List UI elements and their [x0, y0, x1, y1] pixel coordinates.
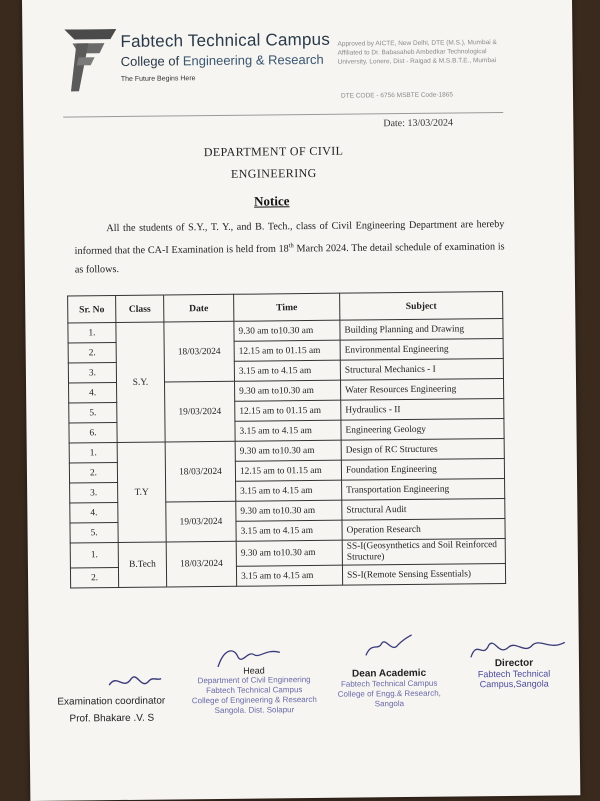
subject-cell: Structural Audit [342, 498, 505, 520]
college-subtitle-accent: Engineering & Research [182, 51, 324, 69]
class-cell: S.Y. [116, 322, 165, 442]
subject-cell: Environmental Engineering [340, 338, 503, 360]
paragraph-superscript: th [288, 242, 294, 250]
time-cell: 3.15 am to 4.15 am [236, 480, 342, 501]
time-cell: 9.30 am to10.30 am [234, 320, 340, 341]
subject-cell: Transportation Engineering [342, 478, 505, 500]
paragraph-text-1: All the students of S.Y., T. Y., and B. Tech., class of Civil Engineering Department are hereby informed that the CA-I Examination is held from 18 [74, 218, 505, 257]
department-line-1: DEPARTMENT OF CIVIL [203, 143, 344, 160]
notice-title: Notice [254, 193, 290, 209]
date-cell: 19/03/2024 [165, 381, 236, 442]
dean-signature-icon [364, 631, 414, 662]
notice-paragraph [74, 215, 505, 280]
date-cell: 18/03/2024 [166, 541, 236, 587]
header-date: Date [164, 294, 234, 322]
subject-cell: Hydraulics - II [341, 398, 504, 420]
header-class: Class [116, 295, 164, 323]
exam-schedule-table [67, 291, 506, 589]
institute-codes: DTE CODE - 6756 MSBTE Code-1865 [340, 91, 454, 100]
sr-cell: 1. [70, 543, 118, 569]
time-cell: 9.30 am to10.30 am [235, 380, 341, 401]
time-cell: 9.30 am to10.30 am [235, 440, 341, 461]
college-subtitle-prefix: College of [120, 53, 183, 69]
sr-cell: 2. [68, 343, 116, 364]
class-cell: T.Y [117, 442, 166, 542]
time-cell: 9.30 am to10.30 am [236, 540, 342, 566]
notice-document [22, 0, 580, 801]
tagline: The Future Begins Here [120, 75, 196, 83]
director-signature-block [449, 657, 579, 689]
coordinator-name: Prof. Bhakare .V. S [69, 712, 155, 725]
date-cell: 18/03/2024 [165, 441, 236, 502]
time-cell: 3.15 am to 4.15 am [236, 565, 342, 586]
subject-cell: Engineering Geology [341, 418, 504, 440]
class-cell: B.Tech [118, 542, 166, 588]
subject-cell: Foundation Engineering [341, 458, 504, 480]
fabtech-logo-icon [64, 29, 117, 92]
notice-date: Date: 13/03/2024 [383, 117, 454, 130]
department-line-2: ENGINEERING [230, 165, 317, 181]
hod-stamp-line-3: College of Engineering & Research [191, 694, 317, 706]
dean-signature-block [329, 668, 449, 710]
director-title: Director [494, 657, 534, 670]
sr-cell: 5. [69, 403, 117, 424]
affiliation-text: Approved by AICTE, New Delhi, DTE (M.S.), Mumbai & Affiliated to Dr. Babasaheb Ambedkar Technological University, Lonere, Dist - Raigad & M.S.B.T.E., Mumbai [337, 39, 497, 66]
sr-cell: 3. [68, 363, 116, 384]
sr-cell: 1. [68, 323, 116, 344]
dean-stamp-line-3: Sangola [374, 699, 405, 709]
sr-cell: 6. [69, 423, 117, 444]
header-sr-no: Sr. No [68, 296, 116, 324]
header-time: Time [234, 293, 340, 321]
department-heading [173, 139, 373, 185]
subject-cell: Water Resources Engineering [340, 378, 503, 400]
college-name: Fabtech Technical Campus [120, 29, 331, 51]
hod-title: Head [243, 665, 265, 676]
date-cell: 18/03/2024 [164, 321, 235, 382]
college-subtitle [121, 52, 324, 69]
header-subject: Subject [340, 291, 503, 320]
hod-stamp-line-2: Fabtech Technical Campus [206, 685, 303, 696]
time-cell: 9.30 am to10.30 am [236, 500, 342, 521]
paragraph-text-2: March 2024. The detail schedule of examination is as follows. [74, 241, 505, 276]
dean-stamp-line-2: College of Engg.& Research, [337, 688, 441, 699]
subject-cell: Building Planning and Drawing [340, 318, 503, 340]
sr-cell: 4. [69, 383, 117, 404]
hod-stamp-line-1: Department of Civil Engineering [197, 675, 311, 686]
director-stamp: Fabtech Technical Campus,Sangola [477, 668, 551, 690]
time-cell: 12.15 am to 01.15 am [235, 400, 341, 421]
time-cell: 12.15 am to 01.15 am [235, 460, 341, 481]
dean-title: Dean Academic [351, 667, 427, 680]
sr-cell: 4. [70, 503, 118, 524]
sr-cell: 1. [69, 443, 117, 464]
time-cell: 3.15 am to 4.15 am [235, 420, 341, 441]
subject-cell: Structural Mechanics - I [340, 358, 503, 380]
time-cell: 3.15 am to 4.15 am [234, 360, 340, 381]
dean-stamp-line-1: Fabtech Technical Campus [340, 678, 438, 689]
subject-cell: Design of RC Structures [341, 438, 504, 460]
coordinator-signature-block [57, 696, 165, 725]
coordinator-signature-icon [107, 669, 163, 696]
time-cell: 3.15 am to 4.15 am [236, 520, 342, 541]
time-cell: 12.15 am to 01.15 am [234, 340, 340, 361]
sr-cell: 2. [70, 568, 118, 589]
hod-signature-block [179, 665, 330, 717]
sr-cell: 3. [70, 483, 118, 504]
subject-cell: SS-I(Remote Sensing Essentials) [342, 563, 505, 585]
coordinator-title: Examination coordinator [57, 695, 166, 708]
subject-cell: SS-I(Geosynthetics and Soil Reinforced Structure) [342, 538, 505, 565]
sr-cell: 5. [70, 523, 118, 544]
sr-cell: 2. [69, 463, 117, 484]
hod-stamp-line-4: Sangola. Dist. Solapur [214, 705, 295, 716]
date-cell: 19/03/2024 [166, 501, 236, 542]
subject-cell: Operation Research [342, 518, 505, 540]
